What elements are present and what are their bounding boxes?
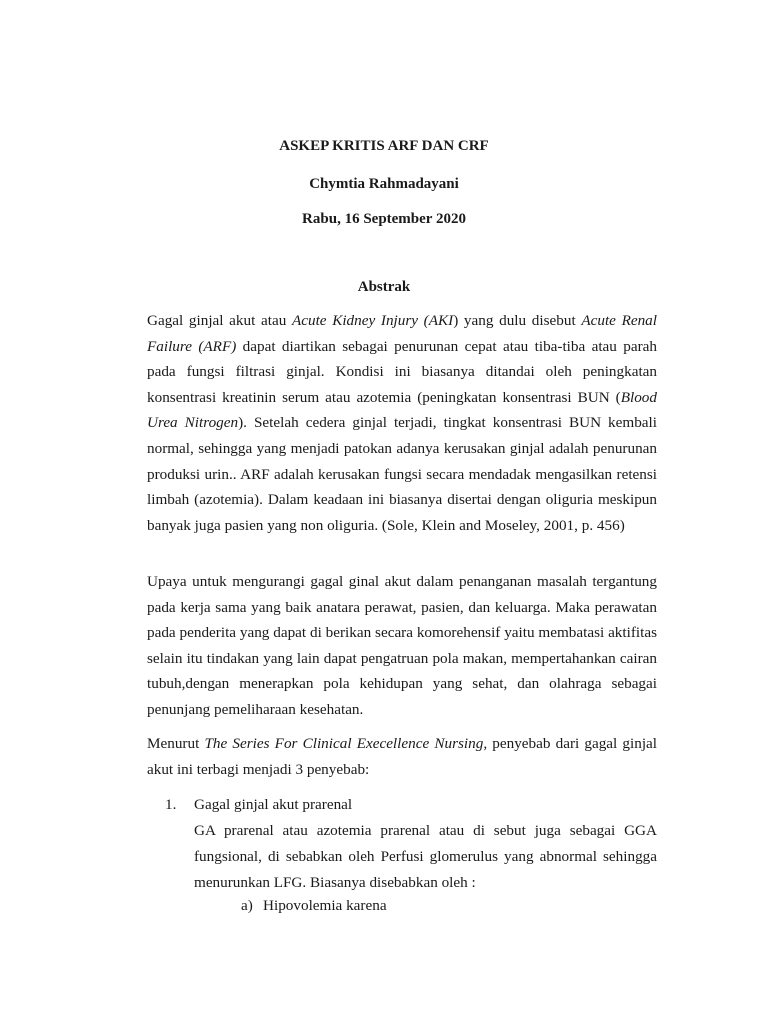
p3-italic-series: The Series For Clinical Execellence Nursing bbox=[204, 735, 484, 752]
p1-text-3: dapat diartikan sebagai penurunan cepat atau tiba-tiba atau parah pada fungsi filtrasi ginjal. Kondisi ini biasanya ditandai oleh peningkatan konsentrasi kreatinin serum atau azotemia (peningkatan konsentrasi BUN ( bbox=[147, 337, 657, 406]
p1-italic-aki: Acute Kidney Injury (AKI bbox=[291, 312, 454, 329]
abstract-heading: Abstrak bbox=[357, 279, 411, 295]
p1-text-4: ). Setelah cedera ginjal terjadi, tingkat konsentrasi BUN kembali normal, sehingga yang menjadi patokan adanya kerusakan ginjal adalah penurunan produksi urin.. ARF adalah kerusakan fungsi secara mendadak mengasilkan retensi limbah (azotemia). Dalam keadaan ini biasanya disertai dengan oliguria meskipun banyak juga pasien yang non oliguria. (Sole, Klein and Moseley, 2001, p. 456) bbox=[147, 414, 657, 534]
list-item-1-title: Gagal ginjal akut prarenal bbox=[194, 796, 353, 813]
p3-text-1: Menurut bbox=[147, 735, 205, 752]
p3-text-2: , penyebab dari gagal ginjal akut ini terbagi menjadi 3 penyebab: bbox=[147, 735, 658, 778]
abstract-paragraph-3 bbox=[147, 731, 657, 782]
p1-text-2: ) yang dulu disebut bbox=[453, 312, 582, 329]
p1-italic-arf: Acute Renal Failure (ARF) bbox=[147, 312, 657, 355]
document-title: ASKEP KRITIS ARF DAN CRF bbox=[279, 138, 489, 154]
list-item-1-number: 1. bbox=[165, 796, 177, 813]
document-date: Rabu, 16 September 2020 bbox=[302, 211, 466, 227]
p1-text-1: Gagal ginjal akut atau bbox=[147, 312, 292, 329]
abstract-paragraph-2: Upaya untuk mengurangi gagal ginal akut dalam penanganan masalah tergantung pada kerja sama yang baik anatara perawat, pasien, dan keluarga. Maka perawatan pada penderita yang dapat di berikan secara komorehensif yaitu membatasi aktifitas selain itu tindakan yang lain dapat pengatruan pola makan, mempertahankan cairan tubuh,dengan menerapkan pola kehidupan yang sehat, dan olahraga sebagai penunjang pemeliharaan kesehatan. bbox=[147, 573, 657, 718]
author-name: Chymtia Rahmadayani bbox=[309, 176, 459, 192]
p1-italic-bun: Blood Urea Nitrogen bbox=[147, 388, 657, 432]
list-item-1-body: GA prarenal atau azotemia prarenal atau di sebut juga sebagai GGA fungsional, di sebabkan oleh Perfusi glomerulus yang abnormal sehingga menurunkan LFG. Biasanya disebabkan oleh : bbox=[194, 822, 657, 891]
abstract-paragraph-1 bbox=[147, 308, 657, 538]
sub-item-a-label: a) bbox=[241, 897, 253, 914]
sub-item-a-text: Hipovolemia karena bbox=[263, 897, 387, 914]
